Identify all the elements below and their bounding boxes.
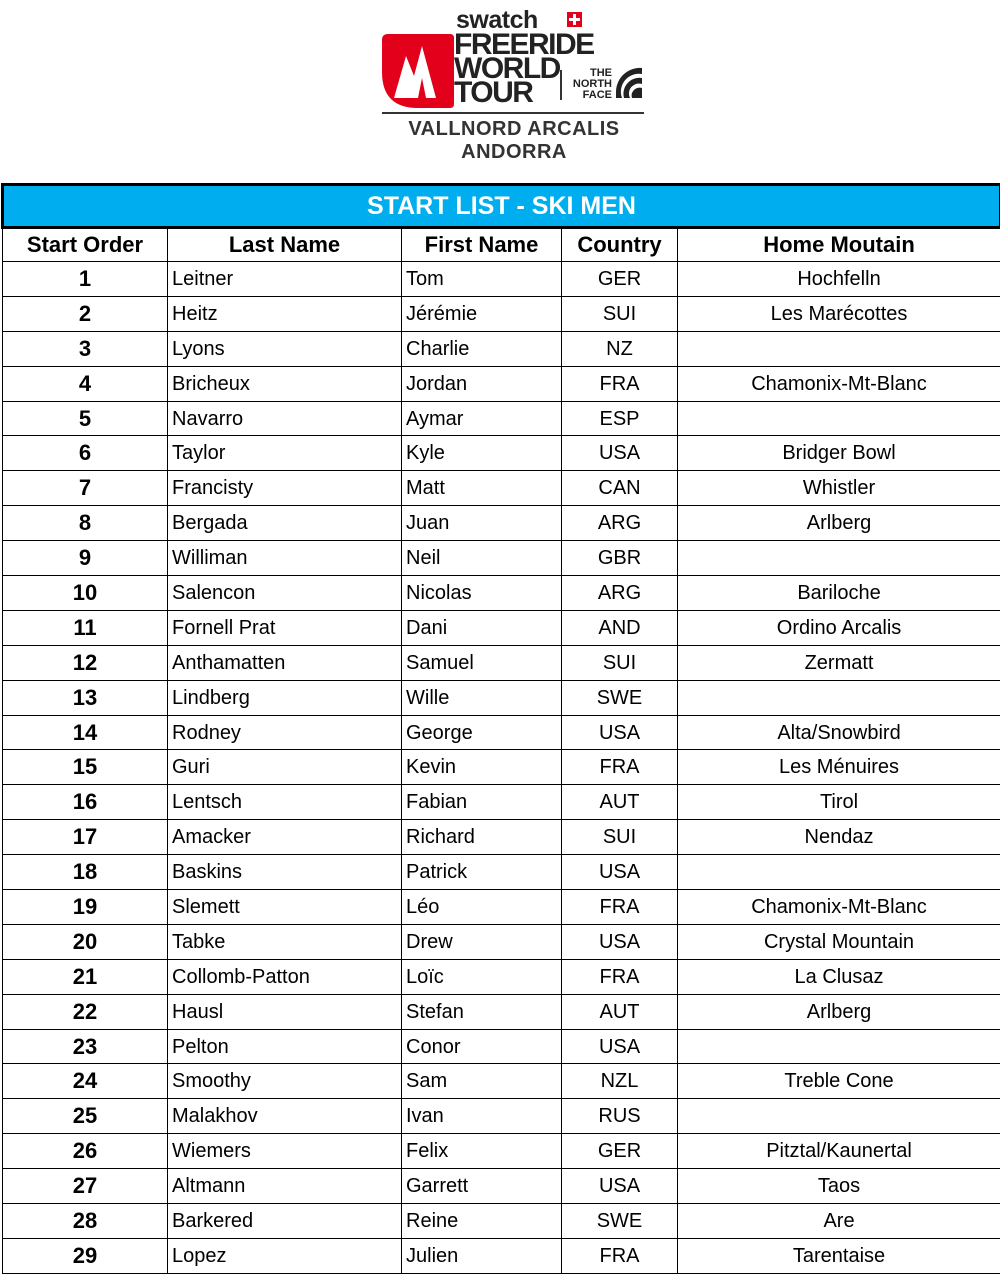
cell-first-name: Neil	[402, 541, 562, 576]
cell-start-order: 10	[3, 576, 168, 611]
freeride-word: FREERIDE	[454, 28, 594, 61]
cell-first-name: Conor	[402, 1029, 562, 1064]
table-row	[3, 994, 1000, 1029]
cell-start-order: 22	[3, 994, 168, 1029]
cell-first-name: Reine	[402, 1204, 562, 1239]
table-row	[3, 610, 1000, 645]
cell-home-mountain	[678, 541, 1000, 576]
cell-start-order: 28	[3, 1204, 168, 1239]
cell-last-name: Pelton	[168, 1029, 402, 1064]
cell-last-name: Altmann	[168, 1169, 402, 1204]
cell-country: AND	[562, 610, 678, 645]
cell-country: FRA	[562, 959, 678, 994]
cell-country: FRA	[562, 890, 678, 925]
cell-start-order: 26	[3, 1134, 168, 1169]
cell-home-mountain: Hochfelln	[678, 262, 1000, 297]
cell-home-mountain: Are	[678, 1204, 1000, 1239]
cell-first-name: Drew	[402, 924, 562, 959]
cell-country: FRA	[562, 750, 678, 785]
header-start-order: Start Order	[3, 228, 168, 262]
cell-last-name: Slemett	[168, 890, 402, 925]
cell-last-name: Amacker	[168, 820, 402, 855]
venue-name: VALLNORD ARCALIS	[408, 118, 620, 140]
cell-last-name: Guri	[168, 750, 402, 785]
cell-start-order: 18	[3, 855, 168, 890]
cell-country: AUT	[562, 785, 678, 820]
cell-country: USA	[562, 1029, 678, 1064]
table-row	[3, 715, 1000, 750]
cell-country: SUI	[562, 296, 678, 331]
cell-first-name: Felix	[402, 1134, 562, 1169]
cell-last-name: Heitz	[168, 296, 402, 331]
cell-country: SWE	[562, 1204, 678, 1239]
cell-first-name: Kevin	[402, 750, 562, 785]
cell-start-order: 14	[3, 715, 168, 750]
header-last-name: Last Name	[168, 228, 402, 262]
cell-country: ARG	[562, 576, 678, 611]
cell-home-mountain: Bariloche	[678, 576, 1000, 611]
table-row	[3, 855, 1000, 890]
table-row	[3, 820, 1000, 855]
cell-country: USA	[562, 924, 678, 959]
cell-last-name: Rodney	[168, 715, 402, 750]
table-row	[3, 1029, 1000, 1064]
header-country: Country	[562, 228, 678, 262]
cell-last-name: Taylor	[168, 436, 402, 471]
cell-start-order: 23	[3, 1029, 168, 1064]
cell-last-name: Francisty	[168, 471, 402, 506]
table-row	[3, 1064, 1000, 1099]
cell-first-name: Loïc	[402, 959, 562, 994]
swatch-wordmark: swatch	[456, 6, 538, 34]
cell-first-name: Aymar	[402, 401, 562, 436]
table-row	[3, 1134, 1000, 1169]
cell-last-name: Lyons	[168, 331, 402, 366]
cell-last-name: Leitner	[168, 262, 402, 297]
cell-last-name: Baskins	[168, 855, 402, 890]
cell-country: CAN	[562, 471, 678, 506]
cell-last-name: Bricheux	[168, 366, 402, 401]
cell-last-name: Hausl	[168, 994, 402, 1029]
cell-last-name: Lentsch	[168, 785, 402, 820]
table-title: START LIST - SKI MEN	[3, 185, 1000, 228]
cell-first-name: Patrick	[402, 855, 562, 890]
cell-first-name: Julien	[402, 1238, 562, 1273]
cell-country: USA	[562, 436, 678, 471]
table-row	[3, 331, 1000, 366]
table-row	[3, 680, 1000, 715]
cell-last-name: Navarro	[168, 401, 402, 436]
cell-home-mountain: Les Marécottes	[678, 296, 1000, 331]
table-row	[3, 1204, 1000, 1239]
cell-first-name: Nicolas	[402, 576, 562, 611]
table-row	[3, 890, 1000, 925]
table-body	[3, 262, 1000, 1274]
cell-last-name: Barkered	[168, 1204, 402, 1239]
cell-start-order: 5	[3, 401, 168, 436]
cell-home-mountain	[678, 401, 1000, 436]
table-row	[3, 262, 1000, 297]
cell-last-name: Williman	[168, 541, 402, 576]
cell-home-mountain: Pitztal/Kaunertal	[678, 1134, 1000, 1169]
cell-home-mountain: Crystal Mountain	[678, 924, 1000, 959]
cell-home-mountain: Alta/Snowbird	[678, 715, 1000, 750]
cell-first-name: Kyle	[402, 436, 562, 471]
cell-last-name: Malakhov	[168, 1099, 402, 1134]
cell-first-name: Samuel	[402, 645, 562, 680]
cell-first-name: Richard	[402, 820, 562, 855]
cell-first-name: Stefan	[402, 994, 562, 1029]
cell-home-mountain: Tirol	[678, 785, 1000, 820]
cell-country: NZ	[562, 331, 678, 366]
table-row	[3, 750, 1000, 785]
cell-start-order: 16	[3, 785, 168, 820]
cell-start-order: 2	[3, 296, 168, 331]
cell-first-name: Dani	[402, 610, 562, 645]
cell-country: SUI	[562, 645, 678, 680]
sponsor-divider	[560, 70, 562, 100]
cell-country: NZL	[562, 1064, 678, 1099]
north-face-wordmark: THE NORTH FACE	[572, 67, 612, 101]
tour-word: TOUR	[454, 76, 533, 109]
cell-first-name: Garrett	[402, 1169, 562, 1204]
venue-country: ANDORRA	[461, 141, 567, 163]
cell-country: USA	[562, 1169, 678, 1204]
table-row	[3, 366, 1000, 401]
cell-home-mountain: Arlberg	[678, 994, 1000, 1029]
header-home-mountain: Home Moutain	[678, 228, 1000, 262]
cell-last-name: Collomb-Patton	[168, 959, 402, 994]
cell-start-order: 3	[3, 331, 168, 366]
cell-first-name: George	[402, 715, 562, 750]
cell-country: ARG	[562, 506, 678, 541]
cell-country: SUI	[562, 820, 678, 855]
cell-country: SWE	[562, 680, 678, 715]
cell-home-mountain: Chamonix-Mt-Blanc	[678, 890, 1000, 925]
cell-first-name: Charlie	[402, 331, 562, 366]
cell-start-order: 27	[3, 1169, 168, 1204]
cell-home-mountain: Bridger Bowl	[678, 436, 1000, 471]
cell-start-order: 25	[3, 1099, 168, 1134]
table-row	[3, 1169, 1000, 1204]
cell-last-name: Wiemers	[168, 1134, 402, 1169]
cell-first-name: Matt	[402, 471, 562, 506]
cell-home-mountain: Chamonix-Mt-Blanc	[678, 366, 1000, 401]
cell-home-mountain: La Clusaz	[678, 959, 1000, 994]
cell-start-order: 12	[3, 645, 168, 680]
cell-first-name: Sam	[402, 1064, 562, 1099]
cell-start-order: 24	[3, 1064, 168, 1099]
world-word: WORLD	[454, 52, 560, 85]
header-first-name: First Name	[402, 228, 562, 262]
cell-start-order: 1	[3, 262, 168, 297]
logo-rule	[382, 112, 644, 114]
table-row	[3, 506, 1000, 541]
cell-first-name: Léo	[402, 890, 562, 925]
cell-home-mountain: Zermatt	[678, 645, 1000, 680]
table-row	[3, 924, 1000, 959]
swiss-cross-icon	[567, 12, 582, 27]
cell-home-mountain: Whistler	[678, 471, 1000, 506]
cell-start-order: 29	[3, 1238, 168, 1273]
start-list-table	[1, 183, 1000, 1274]
cell-country: RUS	[562, 1099, 678, 1134]
cell-last-name: Lindberg	[168, 680, 402, 715]
cell-start-order: 19	[3, 890, 168, 925]
cell-first-name: Wille	[402, 680, 562, 715]
cell-first-name: Ivan	[402, 1099, 562, 1134]
cell-last-name: Fornell Prat	[168, 610, 402, 645]
cell-country: GBR	[562, 541, 678, 576]
cell-last-name: Smoothy	[168, 1064, 402, 1099]
cell-country: GER	[562, 1134, 678, 1169]
cell-home-mountain	[678, 855, 1000, 890]
cell-home-mountain	[678, 331, 1000, 366]
cell-country: GER	[562, 262, 678, 297]
cell-start-order: 13	[3, 680, 168, 715]
table-row	[3, 959, 1000, 994]
table-row	[3, 296, 1000, 331]
cell-start-order: 8	[3, 506, 168, 541]
cell-first-name: Jérémie	[402, 296, 562, 331]
cell-start-order: 6	[3, 436, 168, 471]
cell-home-mountain	[678, 680, 1000, 715]
table-row	[3, 785, 1000, 820]
table-row	[3, 436, 1000, 471]
cell-last-name: Salencon	[168, 576, 402, 611]
cell-country: FRA	[562, 366, 678, 401]
cell-home-mountain: Tarentaise	[678, 1238, 1000, 1273]
table-row	[3, 645, 1000, 680]
cell-country: ESP	[562, 401, 678, 436]
cell-start-order: 7	[3, 471, 168, 506]
table-row	[3, 1099, 1000, 1134]
cell-home-mountain: Nendaz	[678, 820, 1000, 855]
cell-last-name: Tabke	[168, 924, 402, 959]
cell-start-order: 20	[3, 924, 168, 959]
cell-country: AUT	[562, 994, 678, 1029]
cell-first-name: Jordan	[402, 366, 562, 401]
cell-start-order: 17	[3, 820, 168, 855]
cell-home-mountain: Taos	[678, 1169, 1000, 1204]
north-face-arc-icon	[614, 66, 644, 100]
cell-start-order: 15	[3, 750, 168, 785]
event-logo	[380, 6, 648, 164]
cell-start-order: 21	[3, 959, 168, 994]
cell-start-order: 11	[3, 610, 168, 645]
cell-first-name: Juan	[402, 506, 562, 541]
cell-first-name: Tom	[402, 262, 562, 297]
cell-home-mountain: Treble Cone	[678, 1064, 1000, 1099]
cell-first-name: Fabian	[402, 785, 562, 820]
table-row	[3, 576, 1000, 611]
table-row	[3, 401, 1000, 436]
cell-country: FRA	[562, 1238, 678, 1273]
cell-home-mountain	[678, 1099, 1000, 1134]
cell-last-name: Bergada	[168, 506, 402, 541]
mountain-logo-icon	[380, 32, 456, 110]
cell-last-name: Anthamatten	[168, 645, 402, 680]
cell-country: USA	[562, 855, 678, 890]
table-row	[3, 541, 1000, 576]
table-row	[3, 1238, 1000, 1273]
cell-home-mountain	[678, 1029, 1000, 1064]
cell-start-order: 9	[3, 541, 168, 576]
cell-home-mountain: Les Ménuires	[678, 750, 1000, 785]
cell-last-name: Lopez	[168, 1238, 402, 1273]
cell-start-order: 4	[3, 366, 168, 401]
cell-home-mountain: Ordino Arcalis	[678, 610, 1000, 645]
table-row	[3, 471, 1000, 506]
cell-home-mountain: Arlberg	[678, 506, 1000, 541]
cell-country: USA	[562, 715, 678, 750]
